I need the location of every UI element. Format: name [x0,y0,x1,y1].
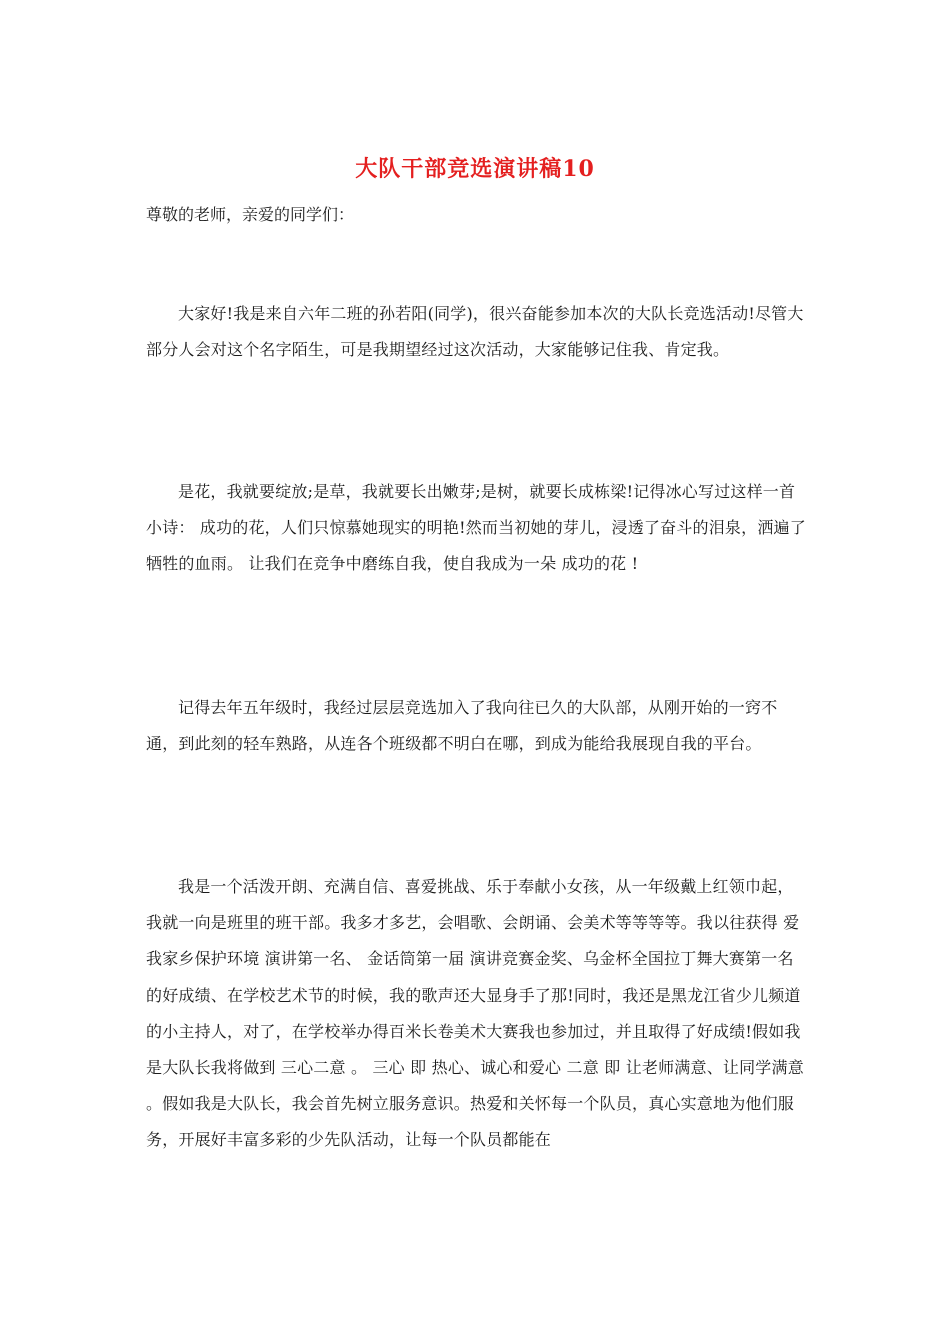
greeting-line: 尊敬的老师，亲爱的同学们： [146,205,355,224]
paragraph-4: 我是一个活泼开朗、充满自信、喜爱挑战、乐于奉献小女孩，从一年级戴上红领巾起，我就一向是班里的班干部。我多才多艺，会唱歌、会朗诵、会美术等等等等。我以往获得 爱我家乡保护环境 演讲第一名、 金话筒第一届 演讲竞赛金奖、乌金杯全国拉丁舞大赛第一名的好成绩、在学校艺术节的时候，我的歌声还大显身手了那!同时，我还是黑龙江省少儿频道的小主持人，对了，在学校举办得百米长卷美术大赛我也参加过，并且取得了好成绩!假如我是大队长我将做到 三心二意 。 三心 即 热心、诚心和爱心 二意 即 让老师满意、让同学满意 。假如我是大队长，我会首先树立服务意识。热爱和关怀每一个队员，真心实意地为他们服务，开展好丰富多彩的少先队活动，让每一个队员都能在 [146,877,804,1150]
paragraph-1: 大家好!我是来自六年二班的孙若阳(同学)，很兴奋能参加本次的大队长竞选活动!尽管大部分人会对这个名字陌生，可是我期望经过这次活动，大家能够记住我、肯定我。 [146,304,804,360]
paragraph-2: 是花，我就要绽放;是草，我就要长出嫩芽;是树，就要长成栋梁!记得冰心写过这样一首小诗： 成功的花，人们只惊慕她现实的明艳!然而当初她的芽儿，浸透了奋斗的泪泉，洒遍了牺牲的血雨。 让我们在竞争中磨练自我，使自我成为一朵 成功的花 ! [146,482,806,574]
paragraph-3: 记得去年五年级时，我经过层层竞选加入了我向往已久的大队部，从刚开始的一窍不通，到此刻的轻车熟路，从连各个班级都不明白在哪，到成为能给我展现自我的平台。 [146,698,778,754]
document-title: 大队干部竞选演讲稿10 [355,156,595,182]
